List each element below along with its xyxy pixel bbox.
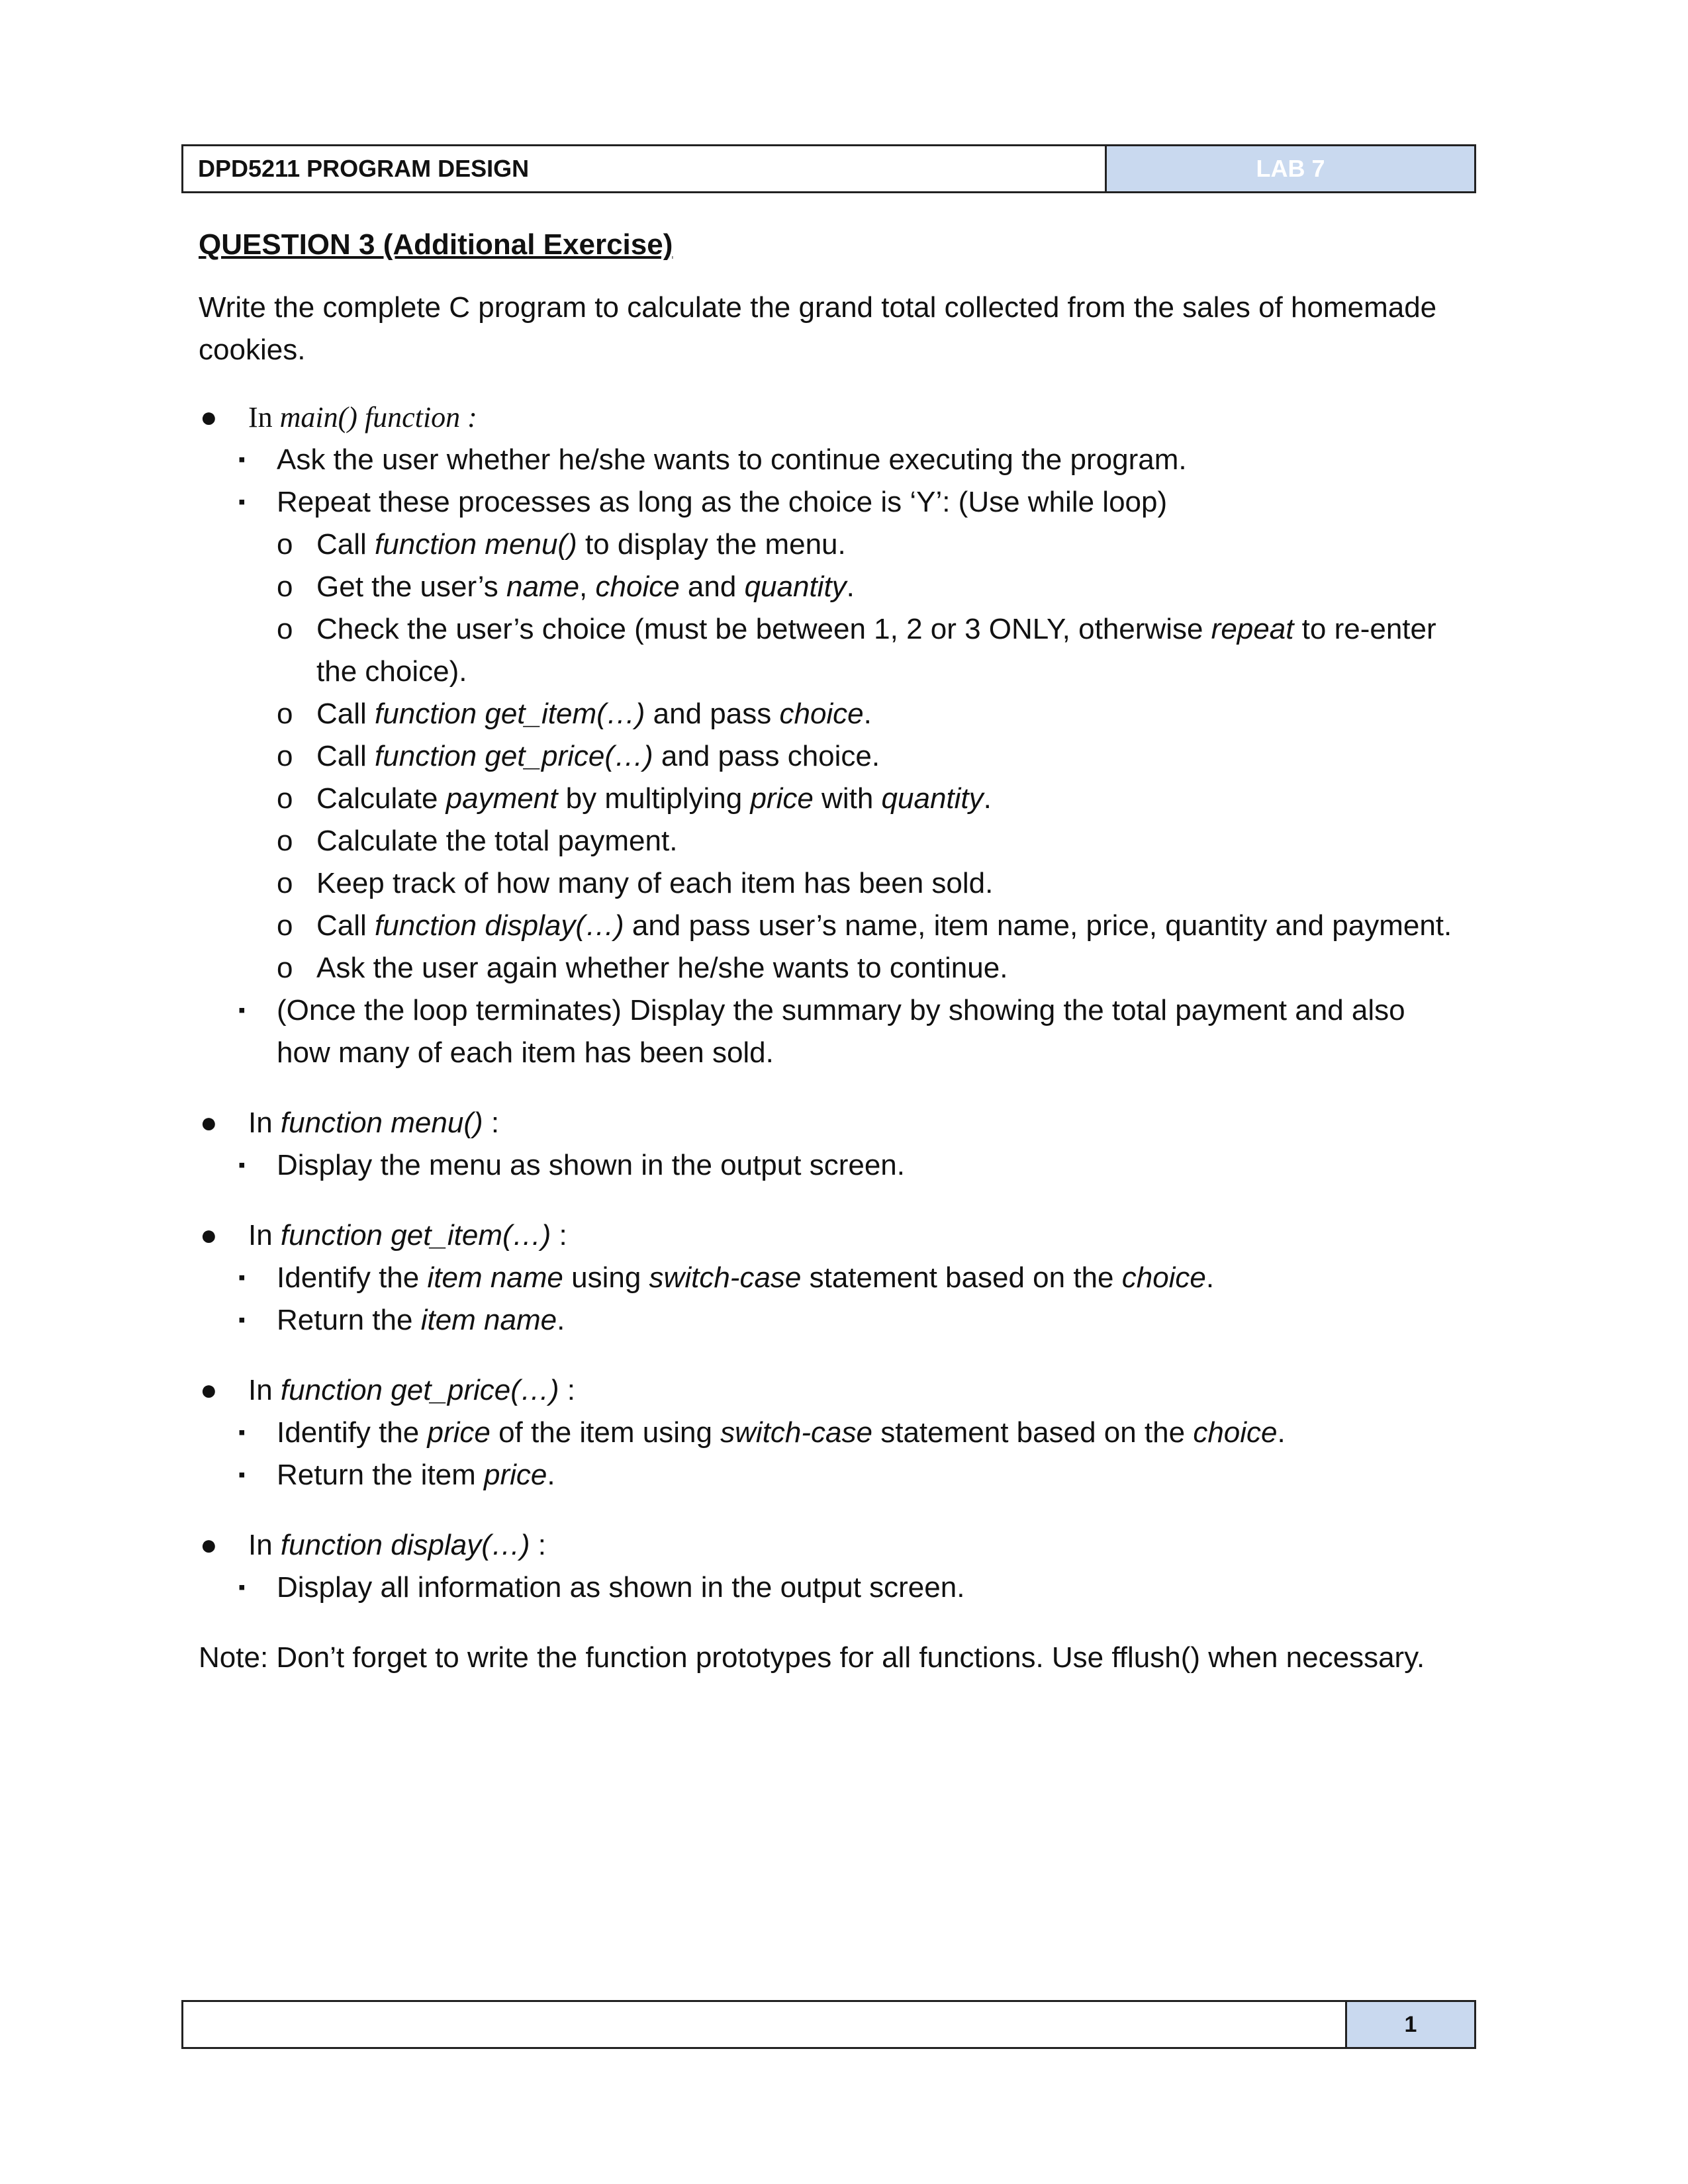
step-item: o Call function get_item(…) and pass choice. bbox=[199, 693, 1456, 735]
dot-bullet-icon: ● bbox=[200, 401, 218, 433]
footer-table bbox=[181, 2000, 1476, 2049]
step-item: o Check the user’s choice (must be between 1, 2 or 3 ONLY, otherwise repeat to re-enter the choice). bbox=[199, 608, 1456, 693]
get-price-heading: ● In function get_price(…) : bbox=[199, 1369, 1456, 1412]
circle-bullet-icon: o bbox=[277, 909, 293, 942]
square-bullet-icon: ▪ bbox=[238, 491, 246, 513]
document-body bbox=[199, 228, 1456, 1708]
square-bullet-icon: ▪ bbox=[238, 999, 246, 1021]
header-table bbox=[181, 144, 1476, 193]
page-number: 1 bbox=[1347, 2002, 1474, 2047]
get-item-heading: ● In function get_item(…) : bbox=[199, 1214, 1456, 1257]
circle-bullet-icon: o bbox=[277, 782, 293, 815]
list-item: ▪ Display all information as shown in the output screen. bbox=[199, 1567, 1456, 1609]
square-bullet-icon: ▪ bbox=[238, 1576, 246, 1598]
step-item: o Calculate the total payment. bbox=[199, 820, 1456, 862]
dot-bullet-icon: ● bbox=[200, 1219, 218, 1251]
question-title: QUESTION 3 (Additional Exercise) bbox=[199, 228, 673, 261]
circle-bullet-icon: o bbox=[277, 613, 293, 645]
list-item: ▪ Return the item name. bbox=[199, 1299, 1456, 1342]
menu-heading: ● In function menu() : bbox=[199, 1102, 1456, 1144]
dot-bullet-icon: ● bbox=[200, 1374, 218, 1406]
menu-section bbox=[199, 1102, 1456, 1187]
list-item: ▪ Display the menu as shown in the output screen. bbox=[199, 1144, 1456, 1187]
dot-bullet-icon: ● bbox=[200, 1107, 218, 1139]
square-bullet-icon: ▪ bbox=[238, 449, 246, 471]
square-bullet-icon: ▪ bbox=[238, 1464, 246, 1486]
step-item: o Call function get_price(…) and pass choice. bbox=[199, 735, 1456, 778]
note-paragraph: Note: Don’t forget to write the function prototypes for all functions. Use fflush() when necessary. bbox=[199, 1641, 1425, 1674]
circle-bullet-icon: o bbox=[277, 825, 293, 857]
circle-bullet-icon: o bbox=[277, 528, 293, 561]
step-item: o Ask the user again whether he/she wants to continue. bbox=[199, 947, 1456, 989]
circle-bullet-icon: o bbox=[277, 952, 293, 984]
circle-bullet-icon: o bbox=[277, 867, 293, 899]
step-item: o Call function menu() to display the menu. bbox=[199, 523, 1456, 566]
main-section bbox=[199, 396, 1456, 1074]
display-heading: ● In function display(…) : bbox=[199, 1524, 1456, 1567]
list-item: ▪ Identify the price of the item using switch-case statement based on the choice. bbox=[199, 1412, 1456, 1454]
display-section bbox=[199, 1524, 1456, 1609]
footer-blank-cell bbox=[183, 2002, 1347, 2047]
list-item: ▪ Repeat these processes as long as the choice is ‘Y’: (Use while loop) bbox=[199, 481, 1456, 523]
list-item: ▪ Return the item price. bbox=[199, 1454, 1456, 1496]
get-item-section bbox=[199, 1214, 1456, 1342]
step-item: o Calculate payment by multiplying price with quantity. bbox=[199, 778, 1456, 820]
square-bullet-icon: ▪ bbox=[238, 1267, 246, 1289]
dot-bullet-icon: ● bbox=[200, 1529, 218, 1561]
list-item: ▪ (Once the loop terminates) Display the summary by showing the total payment and also how many of each item has been sold. bbox=[199, 989, 1456, 1074]
circle-bullet-icon: o bbox=[277, 740, 293, 772]
main-heading: ● In main() function : bbox=[199, 396, 1456, 439]
list-item: ▪ Ask the user whether he/she wants to continue executing the program. bbox=[199, 439, 1456, 481]
square-bullet-icon: ▪ bbox=[238, 1154, 246, 1176]
step-item: o Get the user’s name, choice and quantity. bbox=[199, 566, 1456, 608]
lab-label: LAB 7 bbox=[1107, 146, 1474, 191]
square-bullet-icon: ▪ bbox=[238, 1422, 246, 1443]
list-item: ▪ Identify the item name using switch-case statement based on the choice. bbox=[199, 1257, 1456, 1299]
square-bullet-icon: ▪ bbox=[238, 1309, 246, 1331]
step-item: o Keep track of how many of each item has been sold. bbox=[199, 862, 1456, 905]
step-item: o Call function display(…) and pass user’s name, item name, price, quantity and payment. bbox=[199, 905, 1456, 947]
circle-bullet-icon: o bbox=[277, 698, 293, 730]
get-price-section bbox=[199, 1369, 1456, 1496]
circle-bullet-icon: o bbox=[277, 570, 293, 603]
intro-paragraph: Write the complete C program to calculate the grand total collected from the sales of homemade cookies. bbox=[199, 291, 1437, 366]
course-title: DPD5211 PROGRAM DESIGN bbox=[183, 146, 1107, 191]
